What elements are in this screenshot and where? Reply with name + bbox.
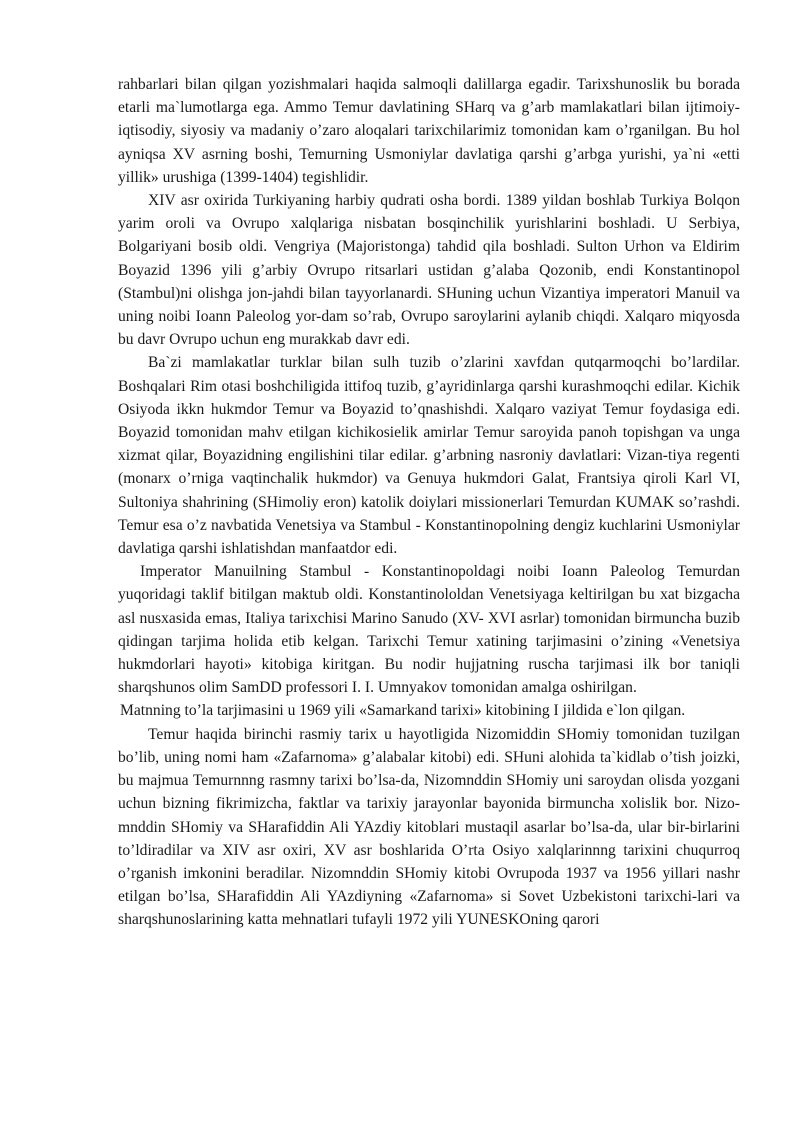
paragraph-matnning: Matnning to’la tarjimasini u 1969 yili «Samarkand tarixi» kitobining I jildida e`lon qilgan. — [120, 702, 686, 720]
paragraph-temur-tarix: Temur haqida birinchi rasmiy tarix u hayotligida Nizomiddin SHomiy tomonidan tuzilgan bo’lib, uning nomi ham «Zafarnoma» g’alabalar kitobi) edi. SHuni alohida ta`kidlab o’tish joizki, bu majmua Temurnnng rasmny tarixi bo’lsa-da, Nizomnddin SHomiy uni saroydan olisda yozgani uchun bizning fikrimizcha, faktlar va tarixiy jarayonlar bayonida birmuncha xolislik bor. Nizo-mnddin SHomiy va SHarafiddin Ali YAzdiy kitoblari mustaqil asarlar bo’lsa-da, ular bir-birlarini to’ldiradilar va XIV asr oxiri, XV asr boshlarida O’rta Osiyo xalqlarinnng tarixini chuqurroq o’rganish imkonini beradilar. Nizomnddin SHomiy kitobi Ovrupoda 1937 va 1956 yillari nashr etilgan bo’lsa, SHarafiddin Ali YAzdiyning «Zafarnoma» si Sovet Uzbekistoni tarixchi-lari va sharqshunoslarining katta mehnatlari tufayli 1972 yili YUNESKOning qarori — [118, 725, 740, 929]
paragraph-mamlakatlar: Ba`zi mamlakatlar turklar bilan sulh tuzib o’zlarini xavfdan qutqarmoqchi bo’lardilar. Boshqalari Rim otasi boshchiligida ittifoq tuzib, g’ayridinlarga qarshi kurashmoqchi edilar. Kichik Osiyoda ikkn hukmdor Temur va Boyazid to’qnashishdi. Xalqaro vaziyat Temur foydasiga edi. Boyazid tomonidan mahv etilgan kichikosielik amirlar Temur saroyida panoh topishgan va unga xizmat qilar, Boyazidning engilishini tilar edilar. g’arbning nasroniy davlatlari: Vizan-tiya regenti (monarx o’rniga vaqtinchalik hukmdor) va Genuya hukmdori Galat, Frantsiya qiroli Karl VI, Sultoniya shahrining (SHimoliy eron) katolik doiylari missionerlari Temurdan KUMAK so’rashdi. Temur esa o’z navbatida Venetsiya va Stambul - Konstantinopolning dengiz kuchlarini Usmoniylar davlatiga qarshi ishlatishdan manfaatdor edi. — [118, 354, 740, 558]
paragraph-manuil: Imperator Manuilning Stambul - Konstantinopoldagi noibi Ioann Paleolog Temurdan yuqoridagi taklif bitilgan maktub oldi. Konstantinololdan Venetsiyaga keltirilgan bu xat bizgacha asl nusxasida emas, Italiya tarixchisi Marino Sanudo (XV- XVI asrlar) tomonidan birmuncha buzib qidingan tarjima holida etib kelgan. Tarixchi Temur xatining tarjimasini o’zining «Venetsiya hukmdorlari hayoti» kitobiga kiritgan. Bu nodir hujjatning ruscha tarjimasi ilk bor taniqli sharqshunos olim SamDD professori I. I. Umnyakov tomonidan amalga oshirilgan. — [118, 563, 740, 697]
paragraph-continuation: rahbarlari bilan qilgan yozishmalari haqida salmoqli dalillarga egadir. Tarixshunoslik bu borada etarli ma`lumotlarga ega. Ammo Temur davlatining SHarq va g’arb mamlakatlari bilan ijtimoiy-iqtisodiy, siyosiy va madaniy o’zaro aloqalari tarixchilarimiz tomonidan kam o’rganilgan. Bu hol ayniqsa XV asrning boshi, Temurning Usmoniylar davlatiga qarshi g’arbga yurishi, ya`ni «etti yillik» urushiga (1399-1404) tegishlidir. — [118, 76, 740, 186]
paragraph-turkiya: XIV asr oxirida Turkiyaning harbiy qudrati osha bordi. 1389 yildan boshlab Turkiya Bolqon yarim oroli va Ovrupo xalqlariga nisbatan bosqinchilik yurishlarini boshladi. U Serbiya, Bolgariyani bosib oldi. Vengriya (Majoristonga) tahdid qila boshladi. Sulton Urhon va Eldirim Boyazid 1396 yili g’arbiy Ovrupo ritsarlari ustidan g’alaba Qozonib, endi Konstantinopol (Stambul)ni olishga jon-jahdi bilan tayyorlanardi. SHuning uchun Vizantiya imperatori Manuil va uning noibi Ioann Paleolog yor-dam so’rab, Ovrupo saroylarini aylanib chiqdi. Xalqaro miqyosda bu davr Ovrupo uchun eng murakkab davr edi. — [118, 192, 740, 349]
text-body — [118, 73, 740, 932]
